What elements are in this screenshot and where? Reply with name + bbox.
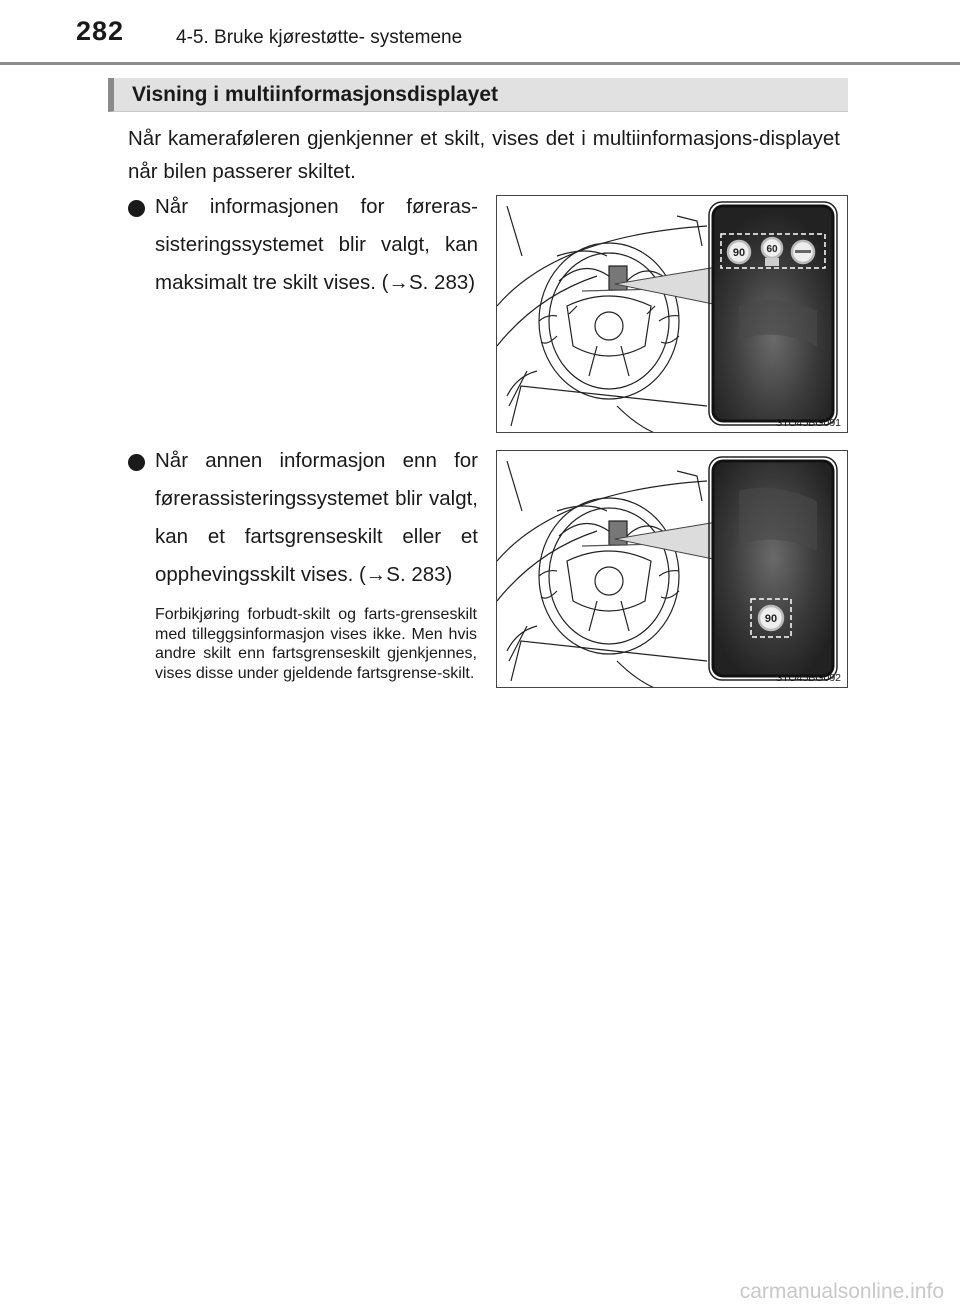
bullet-text-2: Når annen informasjon enn for førerassisteringssystemet blir valgt, kan et fartsgrenseskilt eller et opphevingsskilt vises. (→S. 283) bbox=[155, 449, 478, 586]
dashboard-illustration bbox=[497, 451, 848, 688]
bullet-text-1: Når informasjonen for føreras-sisteringssystemet blir valgt, kan maksimalt tre skilt vises. (→S. 283) bbox=[155, 195, 478, 294]
figure-code: STO45BG092 bbox=[775, 672, 841, 684]
note-paragraph: Forbikjøring forbudt-skilt og farts-grenseskilt med tilleggsinformasjon vises ikke. Men hvis andre skilt enn fartsgrenseskilt gjenkjennes, vises disse under gjeldende fartsgrense-skilt. bbox=[155, 606, 477, 682]
bullet-dot-icon bbox=[128, 200, 145, 217]
bullet-item-2 bbox=[128, 442, 478, 594]
section-header bbox=[108, 78, 848, 112]
figure-dashboard-three-signs bbox=[496, 195, 848, 433]
footer-watermark: carmanualsonline.info bbox=[739, 1280, 944, 1303]
running-head: 4-5. Bruke kjørestøtte- systemene bbox=[176, 27, 463, 48]
intro-paragraph: Når kameraføleren gjenkjenner et skilt, vises det i multiinformasjons-displayet når bilen passerer skiltet. bbox=[128, 127, 840, 183]
page-number: 282 bbox=[76, 16, 125, 46]
sign-label: 90 bbox=[732, 247, 746, 259]
bullet-dot-icon bbox=[128, 454, 145, 471]
bullet-item-1 bbox=[128, 188, 478, 302]
figure-code: STO45BG091 bbox=[775, 417, 841, 429]
sign-label: 90 bbox=[764, 613, 778, 625]
figure-dashboard-one-sign bbox=[496, 450, 848, 688]
sign-label: 60 bbox=[766, 244, 778, 255]
dashboard-illustration bbox=[497, 196, 848, 433]
section-title: Visning i multiinformasjonsdisplayet bbox=[132, 83, 499, 106]
header-rule bbox=[0, 62, 960, 65]
